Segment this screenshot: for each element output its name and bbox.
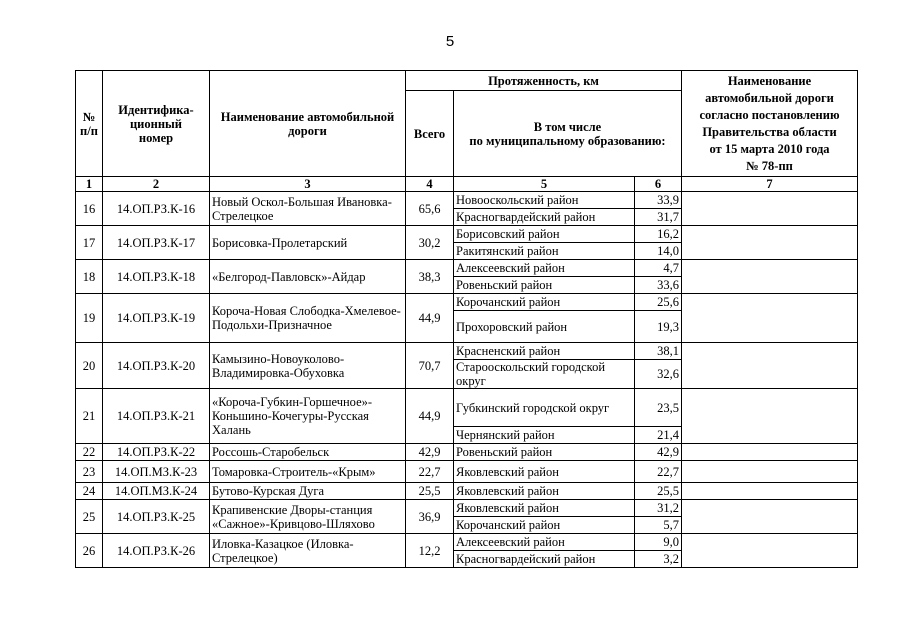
header-road-name: Наименование автомобильной дороги bbox=[210, 71, 406, 177]
district-name: Корочанский район bbox=[454, 294, 635, 311]
district-name: Яковлевский район bbox=[454, 461, 635, 483]
road-id: 14.ОП.МЗ.К-24 bbox=[103, 483, 210, 500]
gov-name-cell bbox=[682, 294, 858, 343]
district-km: 21,4 bbox=[635, 427, 682, 444]
header-gov-name: Наименование автомобильной дороги согласно постановлению Правительства области от 15 марта 2010 года № 78-пп bbox=[682, 71, 858, 177]
district-km: 31,2 bbox=[635, 500, 682, 517]
district-name: Борисовский район bbox=[454, 226, 635, 243]
table-row bbox=[76, 534, 858, 551]
road-total-km: 12,2 bbox=[406, 534, 454, 568]
row-num: 21 bbox=[76, 389, 103, 444]
road-name: Крапивенские Дворы-станция «Сажное»-Кривцово-Шляхово bbox=[210, 500, 406, 534]
road-name: Новый Оскол-Большая Ивановка-Стрелецкое bbox=[210, 192, 406, 226]
district-name: Красненский район bbox=[454, 343, 635, 360]
col-number: 1 bbox=[76, 177, 103, 192]
table-row bbox=[76, 444, 858, 461]
road-id: 14.ОП.РЗ.К-19 bbox=[103, 294, 210, 343]
road-name: «Короча-Губкин-Горшечное»-Коньшино-Кочегуры-Русская Халань bbox=[210, 389, 406, 444]
district-name: Алексеевский район bbox=[454, 534, 635, 551]
road-id: 14.ОП.РЗ.К-21 bbox=[103, 389, 210, 444]
roads-table bbox=[75, 70, 858, 568]
header-num: № п/п bbox=[76, 71, 103, 177]
district-km: 22,7 bbox=[635, 461, 682, 483]
district-km: 38,1 bbox=[635, 343, 682, 360]
col-number: 4 bbox=[406, 177, 454, 192]
road-total-km: 38,3 bbox=[406, 260, 454, 294]
table-row bbox=[76, 483, 858, 500]
table-row bbox=[76, 226, 858, 243]
road-name: Иловка-Казацкое (Иловка-Стрелецкое) bbox=[210, 534, 406, 568]
row-num: 24 bbox=[76, 483, 103, 500]
road-total-km: 42,9 bbox=[406, 444, 454, 461]
gov-name-cell bbox=[682, 444, 858, 461]
table-row bbox=[76, 294, 858, 311]
road-id: 14.ОП.РЗ.К-20 bbox=[103, 343, 210, 389]
road-name: «Белгород-Павловск»-Айдар bbox=[210, 260, 406, 294]
table-row bbox=[76, 389, 858, 427]
header-incl: В том числе по муниципальному образованию: bbox=[454, 91, 682, 177]
road-id: 14.ОП.МЗ.К-23 bbox=[103, 461, 210, 483]
district-km: 25,5 bbox=[635, 483, 682, 500]
road-name: Борисовка-Пролетарский bbox=[210, 226, 406, 260]
col-number: 2 bbox=[103, 177, 210, 192]
road-id: 14.ОП.РЗ.К-25 bbox=[103, 500, 210, 534]
district-name: Ракитянский район bbox=[454, 243, 635, 260]
road-id: 14.ОП.РЗ.К-17 bbox=[103, 226, 210, 260]
road-name: Россошь-Старобельск bbox=[210, 444, 406, 461]
district-name: Старооскольский городской округ bbox=[454, 360, 635, 389]
district-name: Новооскольский район bbox=[454, 192, 635, 209]
district-km: 32,6 bbox=[635, 360, 682, 389]
table-row bbox=[76, 500, 858, 517]
road-total-km: 44,9 bbox=[406, 389, 454, 444]
row-num: 20 bbox=[76, 343, 103, 389]
road-total-km: 70,7 bbox=[406, 343, 454, 389]
district-name: Ровеньский район bbox=[454, 444, 635, 461]
district-name: Красногвардейский район bbox=[454, 551, 635, 568]
road-total-km: 36,9 bbox=[406, 500, 454, 534]
road-name: Бутово-Курская Дуга bbox=[210, 483, 406, 500]
district-name: Ровеньский район bbox=[454, 277, 635, 294]
gov-name-cell bbox=[682, 461, 858, 483]
gov-name-cell bbox=[682, 534, 858, 568]
road-total-km: 44,9 bbox=[406, 294, 454, 343]
road-name: Камызино-Новоуколово-Владимировка-Обуховка bbox=[210, 343, 406, 389]
district-name: Корочанский район bbox=[454, 517, 635, 534]
road-id: 14.ОП.РЗ.К-18 bbox=[103, 260, 210, 294]
district-name: Губкинский городской округ bbox=[454, 389, 635, 427]
road-total-km: 30,2 bbox=[406, 226, 454, 260]
road-name: Томаровка-Строитель-«Крым» bbox=[210, 461, 406, 483]
district-km: 3,2 bbox=[635, 551, 682, 568]
row-num: 18 bbox=[76, 260, 103, 294]
row-num: 17 bbox=[76, 226, 103, 260]
district-km: 19,3 bbox=[635, 311, 682, 343]
district-km: 23,5 bbox=[635, 389, 682, 427]
row-num: 16 bbox=[76, 192, 103, 226]
table-body bbox=[76, 192, 858, 568]
district-km: 31,7 bbox=[635, 209, 682, 226]
row-num: 25 bbox=[76, 500, 103, 534]
gov-name-cell bbox=[682, 343, 858, 389]
district-km: 9,0 bbox=[635, 534, 682, 551]
col-number: 7 bbox=[682, 177, 858, 192]
district-km: 14,0 bbox=[635, 243, 682, 260]
district-km: 5,7 bbox=[635, 517, 682, 534]
road-id: 14.ОП.РЗ.К-26 bbox=[103, 534, 210, 568]
page-number: 5 bbox=[445, 33, 455, 50]
district-name: Чернянский район bbox=[454, 427, 635, 444]
col-number: 5 bbox=[454, 177, 635, 192]
row-num: 26 bbox=[76, 534, 103, 568]
gov-name-cell bbox=[682, 483, 858, 500]
district-name: Прохоровский район bbox=[454, 311, 635, 343]
district-name: Яковлевский район bbox=[454, 483, 635, 500]
row-num: 19 bbox=[76, 294, 103, 343]
district-km: 33,6 bbox=[635, 277, 682, 294]
district-km: 4,7 bbox=[635, 260, 682, 277]
col-number: 3 bbox=[210, 177, 406, 192]
district-km: 33,9 bbox=[635, 192, 682, 209]
table-row bbox=[76, 343, 858, 360]
table-row bbox=[76, 260, 858, 277]
row-num: 23 bbox=[76, 461, 103, 483]
header-total: Всего bbox=[406, 91, 454, 177]
road-name: Короча-Новая Слободка-Хмелевое-Подольхи-Призначное bbox=[210, 294, 406, 343]
col-number: 6 bbox=[635, 177, 682, 192]
district-name: Красногвардейский район bbox=[454, 209, 635, 226]
header-id: Идентифика- ционный номер bbox=[103, 71, 210, 177]
header-length-group: Протяженность, км bbox=[406, 71, 682, 91]
district-km: 25,6 bbox=[635, 294, 682, 311]
district-name: Яковлевский район bbox=[454, 500, 635, 517]
row-num: 22 bbox=[76, 444, 103, 461]
road-id: 14.ОП.РЗ.К-16 bbox=[103, 192, 210, 226]
column-number-row bbox=[76, 177, 858, 192]
district-name: Алексеевский район bbox=[454, 260, 635, 277]
gov-name-cell bbox=[682, 226, 858, 260]
road-total-km: 22,7 bbox=[406, 461, 454, 483]
table-row bbox=[76, 461, 858, 483]
district-km: 42,9 bbox=[635, 444, 682, 461]
gov-name-cell bbox=[682, 500, 858, 534]
gov-name-cell bbox=[682, 192, 858, 226]
table-header bbox=[76, 71, 858, 192]
gov-name-cell bbox=[682, 260, 858, 294]
road-total-km: 65,6 bbox=[406, 192, 454, 226]
gov-name-cell bbox=[682, 389, 858, 444]
road-id: 14.ОП.РЗ.К-22 bbox=[103, 444, 210, 461]
district-km: 16,2 bbox=[635, 226, 682, 243]
road-total-km: 25,5 bbox=[406, 483, 454, 500]
table-row bbox=[76, 192, 858, 209]
